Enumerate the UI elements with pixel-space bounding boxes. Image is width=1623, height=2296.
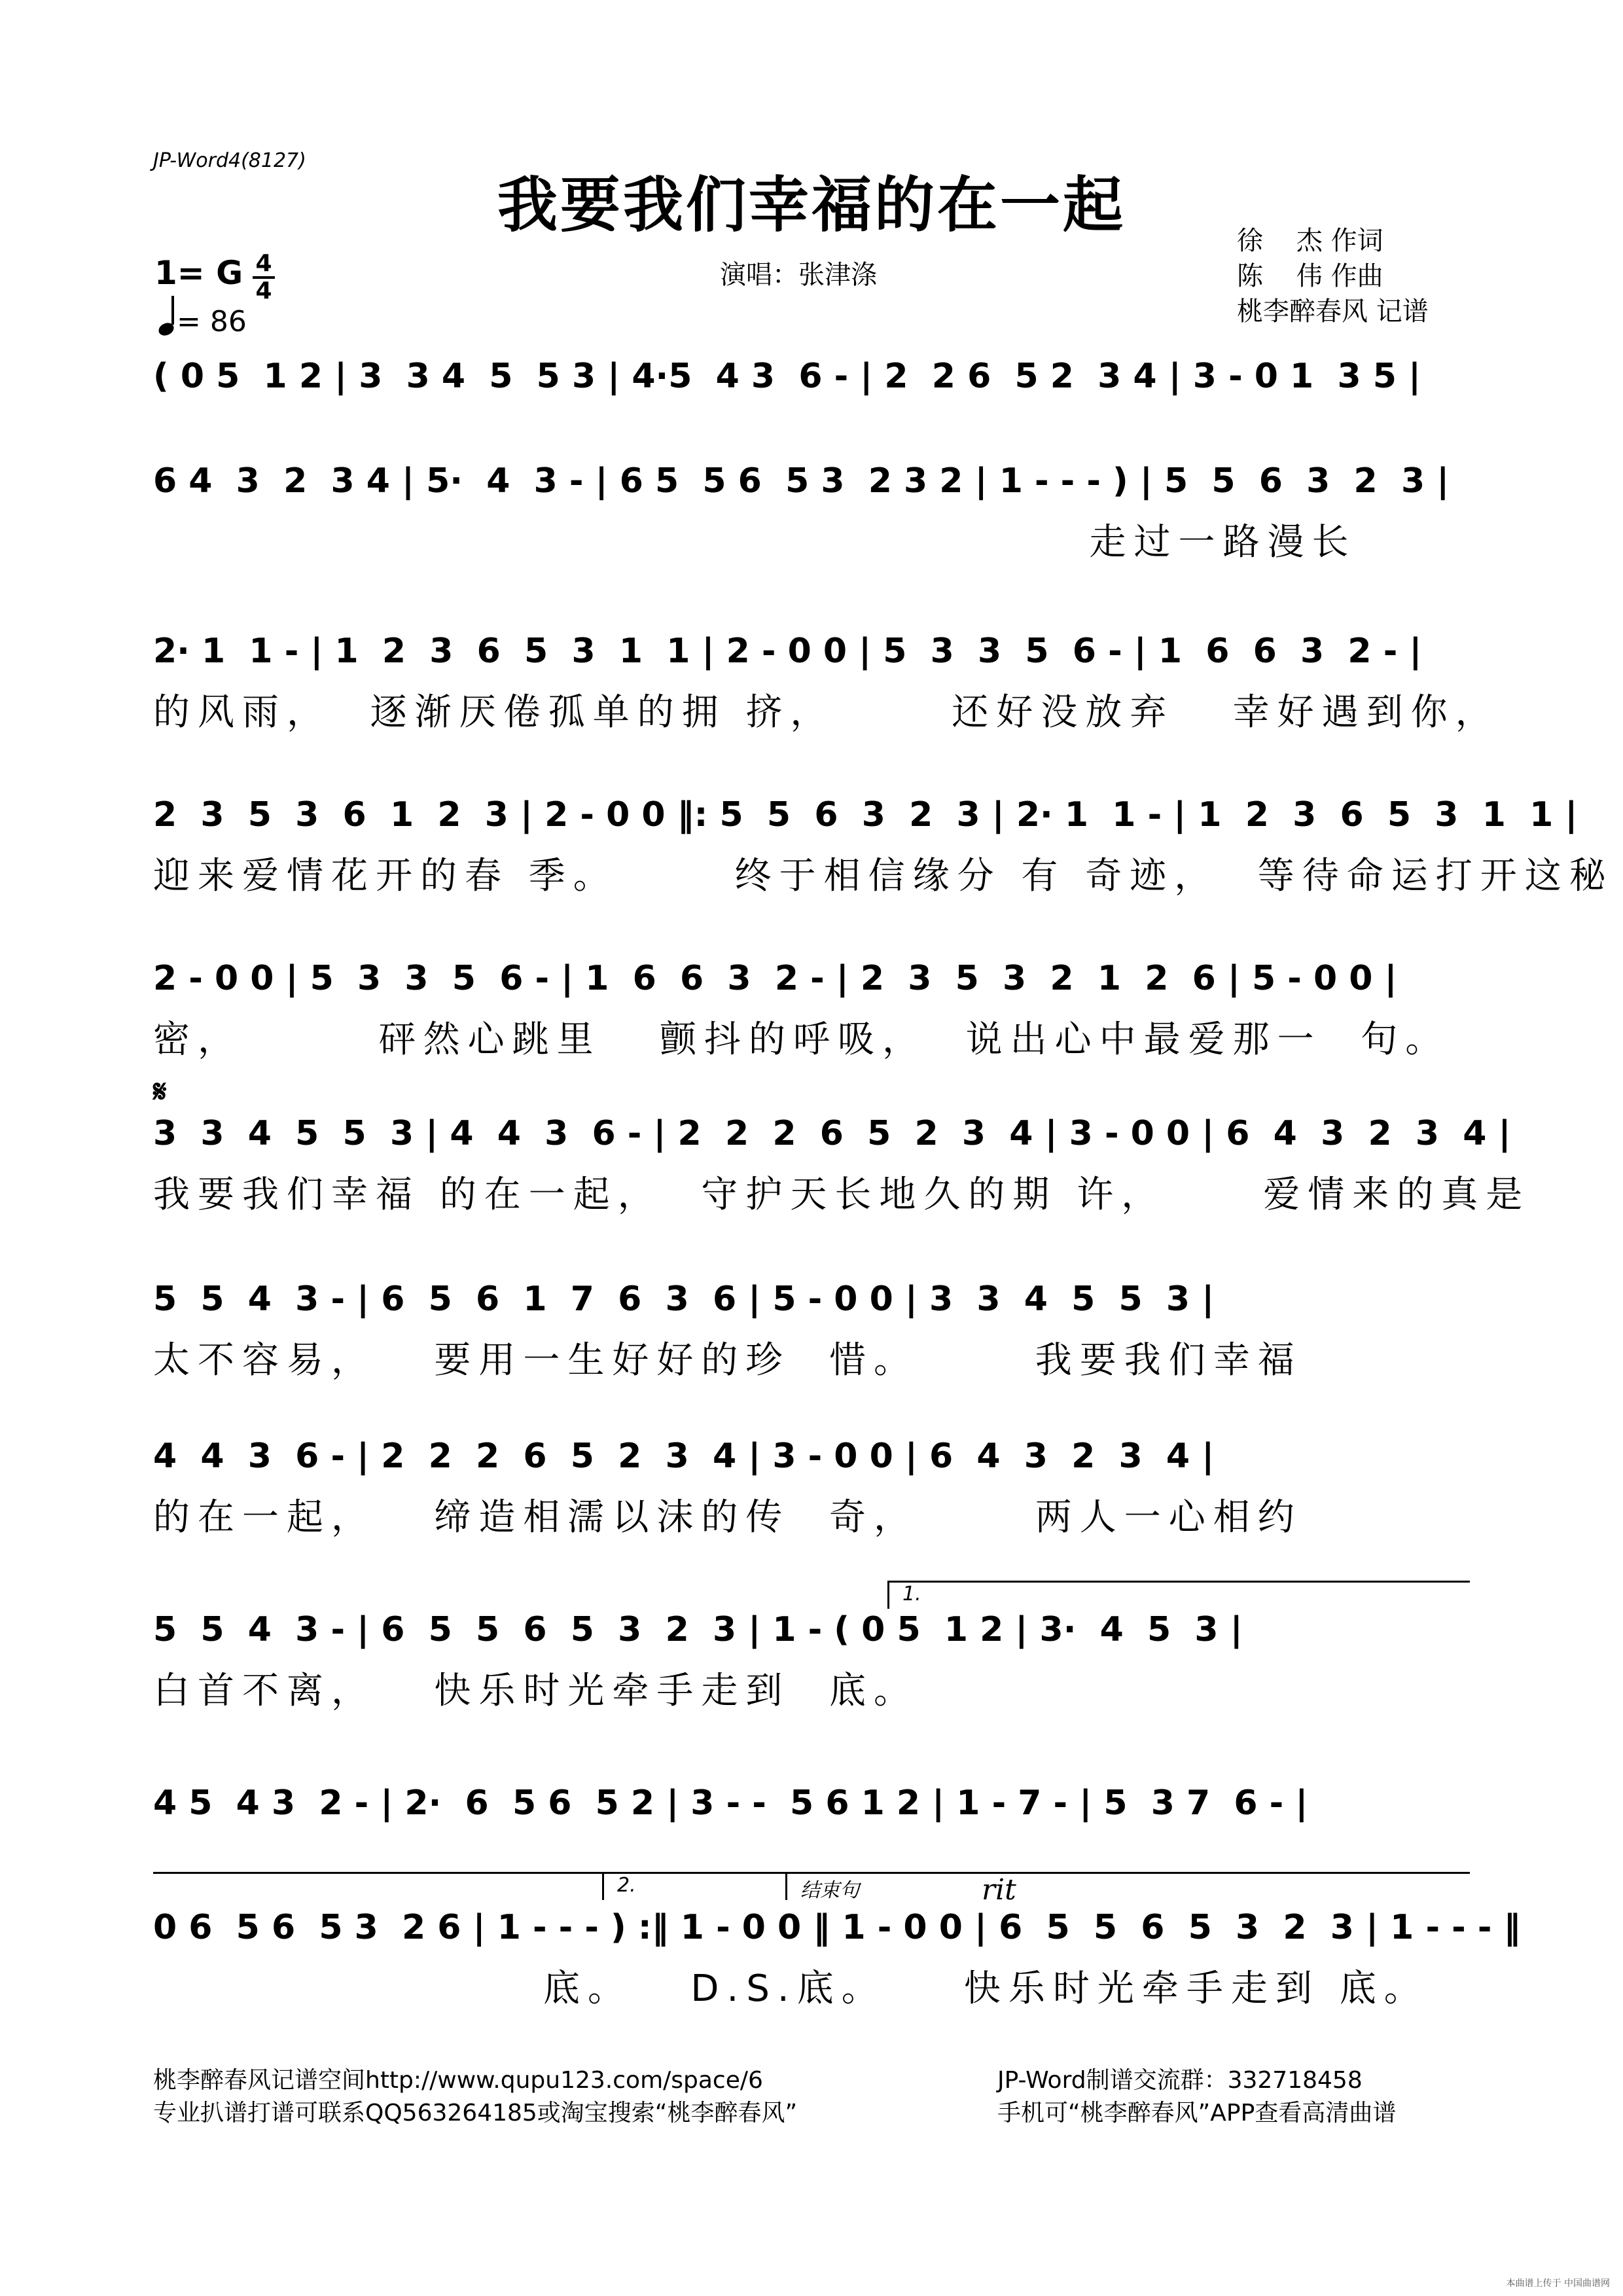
segno-icon: 𝄋 (153, 1073, 167, 1110)
coda-label: 结束句 (785, 1872, 942, 1900)
score-system-11 (153, 1905, 1521, 2012)
key-signature: 1= G (154, 254, 243, 292)
tempo-marking (158, 302, 247, 338)
volta-1-bracket (887, 1581, 1470, 1609)
notes-line: 2 - 0 0 | 5 3 3 5 6 - | 1 6 6 3 2 - | 2 3 5 3 2 1 2 6 | 5 - 0 0 | (153, 959, 1397, 998)
score-system-2 (153, 458, 1470, 565)
transcriber-credit: 桃李醉春风 记谱 (1237, 296, 1429, 327)
lyrics-line: 迎来爱情花开的春 季。 终于相信缘分 有 奇迹， 等待命运打开这秘 (153, 855, 1614, 897)
lyrics-line: 太不容易， 要用一生好好的珍 惜。 我要我们幸福 (153, 1339, 1302, 1382)
footer-contact: 专业扒谱打谱可联系QQ563264185或淘宝搜索“桃李醉春风” (153, 2100, 798, 2126)
tempo-value: = 86 (177, 305, 247, 338)
lyrics-line: 走过一路漫长 (153, 521, 1357, 564)
singer-credit: 演唱：张津涤 (720, 260, 877, 290)
score-system-8 (153, 1433, 1470, 1541)
lyrics-line: 的在一起， 缔造相濡以沫的传 奇， 两人一心相约 (153, 1496, 1302, 1539)
notes-line: 2 3 5 3 6 1 2 3 | 2 - 0 0 ‖: 5 5 6 3 2 3 | 2· 1 1 - | 1 2 3 6 5 3 1 1 | (153, 795, 1578, 834)
score-system-10 (153, 1780, 1470, 1826)
time-bottom: 4 (255, 278, 272, 304)
composer-credit: 陈 伟 作曲 (1237, 261, 1383, 291)
software-label: JP-Word4(8127) (153, 149, 306, 172)
volta-1-label: 1. (887, 1581, 1470, 1609)
footer-group: JP-Word制谱交流群：332718458 (997, 2067, 1363, 2094)
volta-2-bracket (602, 1872, 772, 1900)
lyrics-line: 底。 D.S.底。 快乐时光牵手走到 底。 (153, 1967, 1429, 2010)
footer-website: 桃李醉春风记谱空间http://www.qupu123.com/space/6 (153, 2067, 763, 2094)
score-system-5 (153, 956, 1470, 1063)
time-top: 4 (255, 250, 272, 277)
score-system-6 (153, 1073, 1531, 1218)
notes-line: 2· 1 1 - | 1 2 3 6 5 3 1 1 | 2 - 0 0 | 5 3 3 5 6 - | 1 6 6 3 2 - | (153, 632, 1422, 671)
notes-line: 5 5 4 3 - | 6 5 5 6 5 3 2 3 | 1 - ( 0 5 1 2 | 3· 4 5 3 | (153, 1610, 1243, 1649)
notes-line: 4 4 3 6 - | 2 2 2 6 5 2 3 4 | 3 - 0 0 | 6 4 3 2 3 4 | (153, 1437, 1215, 1476)
upload-stamp: 本曲谱上传于 中国曲谱网 (1506, 2278, 1610, 2289)
lyrics-line: 白首不离， 快乐时光牵手走到 底。 (153, 1670, 919, 1712)
volta-2-label: 2. (602, 1872, 772, 1900)
lyrics-line: 我要我们幸福 的在一起， 守护天长地久的期 许， 爱情来的真是 (153, 1174, 1531, 1216)
notes-line: ( 0 5 1 2 | 3 3 4 5 5 3 | 4·5 4 3 6 - | 2 2 6 5 2 3 4 | 3 - 0 1 3 5 | (153, 357, 1421, 396)
notes-line: 4 5 4 3 2 - | 2· 6 5 6 5 2 | 3 - - 5 6 1 2 | 1 - 7 - | 5 3 7 6 - | (153, 1784, 1308, 1823)
lyrics-line: 密， 砰然心跳里 颤抖的呼吸， 说出心中最爱那一 句。 (153, 1018, 1450, 1061)
notes-line: 0 6 5 6 5 3 2 6 | 1 - - - ) :‖ 1 - 0 0 ‖ 1 - 0 0 | 6 5 5 6 5 3 2 3 | 1 - - - ‖ (153, 1908, 1521, 1947)
score-system-9 (153, 1607, 1470, 1714)
lyricist-credit: 徐 杰 作词 (1237, 226, 1383, 256)
time-signature (253, 251, 275, 304)
score-system-7 (153, 1276, 1470, 1384)
song-title: 我要我们幸福的在一起 (497, 170, 1126, 240)
lyrics-line: 的风雨， 逐渐厌倦孤单的拥 挤， 还好没放弃 幸好遇到你， (153, 691, 1500, 734)
note-stem (171, 296, 174, 325)
notes-line: 3 3 4 5 5 3 | 4 4 3 6 - | 2 2 2 6 5 2 3 4 | 3 - 0 0 | 6 4 3 2 3 4 | (153, 1114, 1511, 1153)
coda-bracket (785, 1872, 942, 1900)
rit-marking: rit (982, 1873, 1016, 1907)
score-system-1 (153, 353, 1470, 399)
score-system-4 (153, 792, 1614, 899)
footer-app: 手机可“桃李醉春风”APP查看高清曲谱 (997, 2100, 1397, 2126)
notes-line: 5 5 4 3 - | 6 5 6 1 7 6 3 6 | 5 - 0 0 | 3 3 4 5 5 3 | (153, 1280, 1215, 1319)
score-system-3 (153, 628, 1500, 736)
notes-line: 6 4 3 2 3 4 | 5· 4 3 - | 6 5 5 6 5 3 2 3 2 | 1 - - - ) | 5 5 6 3 2 3 | (153, 461, 1450, 501)
